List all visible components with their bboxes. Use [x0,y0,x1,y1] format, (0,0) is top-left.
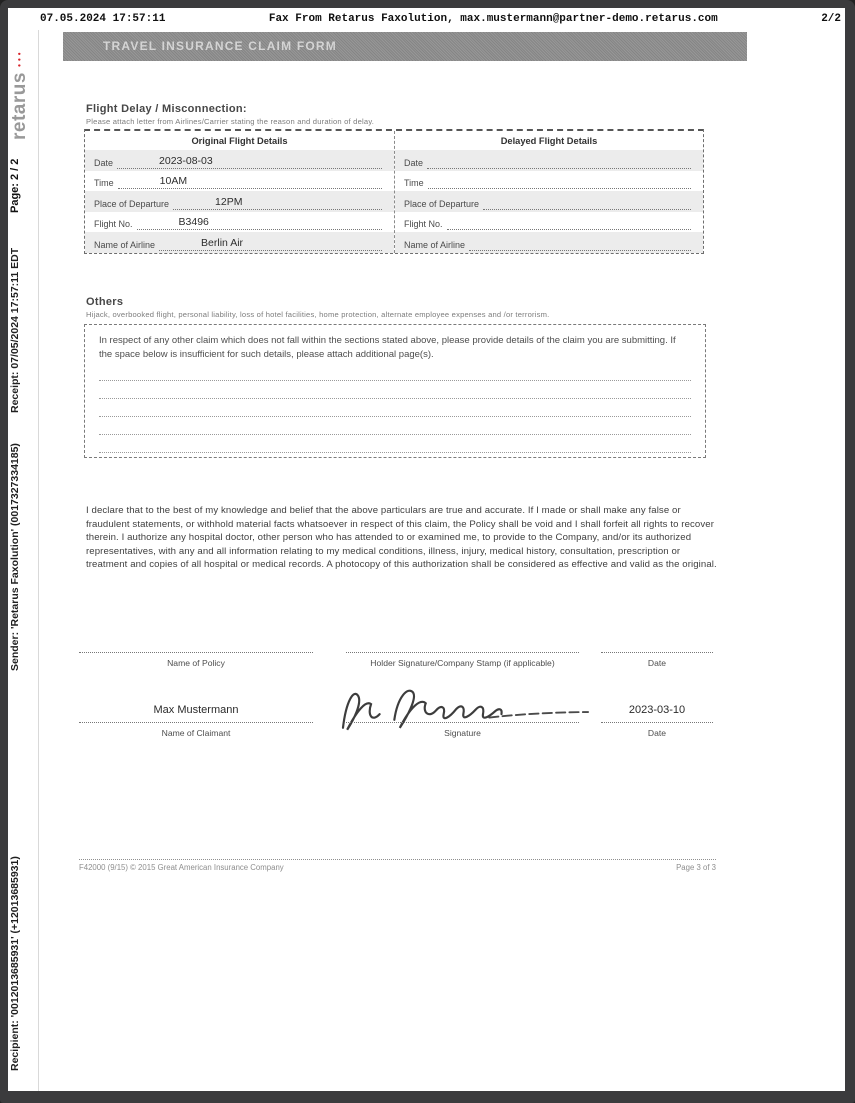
date-line [601,652,713,653]
original-flight-header: Original Flight Details [191,136,288,146]
claimant-name-value: Max Mustermann [153,704,239,716]
others-heading: Others [86,296,124,308]
form-footer [79,859,716,872]
table-row [395,212,703,233]
table-row [85,191,394,212]
field-label: Time [404,178,424,189]
footer-form-number: F42000 (9/15) © 2015 Great American Insurance Company [79,863,284,872]
field-line [137,212,382,231]
sidebar-receipt-label: Receipt: 07/05/2024 17:57:11 EDT [9,247,21,413]
field-value: 2023-08-03 [159,154,213,167]
field-line [469,232,691,251]
field-line [173,191,382,210]
blank-write-line [99,435,691,453]
signature-line [346,722,579,723]
table-row [395,150,703,171]
field-line [428,171,691,190]
original-flight-column [85,131,394,253]
declaration-paragraph: I declare that to the best of my knowledge and belief that the above particulars are true and accurate. If I made or shall make any false or fraudulent statements, or withhold material facts whatsoever in respect of this claim, the Policy shall be void and I shall forfeit all rights to recover therein. I authorize any hospital doctor, other person who has attended to or examined me, to provide to the Company, and/or its authorized representatives, with any and all information relating to my medical conditions, illness, injury, medical history, consultation, prescription or treatment and copies of all hospital or medical records. A photocopy of this authorization shall be considered as effective and valid as the original. [86,505,717,571]
sidebar-recipient-label: Recipient: '0012013685931' (+12013685931) [9,856,21,1071]
holder-signature-label: Holder Signature/Company Stamp (if applicable) [370,658,555,668]
field-label: Flight No. [404,219,443,230]
claim-form-document [38,30,808,1091]
field-line [118,171,382,190]
table-row [395,232,703,253]
claim-date-line [601,722,713,723]
retarus-logo [9,28,37,140]
fax-page [8,8,845,1091]
table-row [85,232,394,253]
footer-page-number: Page 3 of 3 [676,863,716,872]
blank-write-line [99,399,691,417]
fax-page-indicator: 2/2 [821,13,841,25]
field-value: 12PM [215,195,243,208]
policy-name-label: Name of Policy [167,658,225,668]
retarus-dots-icon: ••• [15,49,24,73]
form-title-bar: TRAVEL INSURANCE CLAIM FORM [63,32,747,61]
delayed-flight-column [394,131,703,253]
retarus-logo-text: retarus [9,72,30,140]
sidebar-sender-label: Sender: 'Retarus Faxolution' (0017327334185) [9,443,21,671]
field-label: Date [94,157,114,168]
field-value: 10AM [159,175,188,187]
claimant-name-line [79,722,313,723]
flight-delay-heading: Flight Delay / Misconnection: [86,103,247,115]
others-instructions: In respect of any other claim which does not fall within the sections stated above, please provide details of the claim you are submitting. If the space below is insufficient for such details, please attach additional page(s). [99,335,676,361]
table-row [395,171,703,192]
holder-signature-line [346,652,579,653]
blank-write-line [99,363,691,381]
fax-transmission-header [40,13,841,25]
date-label: Date [647,658,667,668]
signature-label: Signature [444,728,481,738]
fax-timestamp: 07.05.2024 17:57:11 [40,13,166,25]
table-row [85,171,394,192]
field-label: Time [94,178,114,189]
field-label: Name of Airline [404,239,466,250]
claim-date-label: Date [647,728,667,738]
field-label: Place of Departure [94,198,170,209]
field-line [483,191,691,210]
policy-name-line [79,652,313,653]
field-label: Name of Airline [94,239,156,250]
field-line [117,150,382,169]
field-label: Place of Departure [404,198,480,209]
field-value: Berlin Air [201,236,244,249]
field-line [427,150,691,169]
table-row [85,212,394,233]
others-note: Hijack, overbooked flight, personal liability, loss of hotel facilities, home protection, alternate employee expenses and /or terrorism. [86,310,550,319]
delayed-flight-header: Delayed Flight Details [500,136,598,146]
fax-subject: Fax From Retarus Faxolution, max.mustermann@partner-demo.retarus.com [268,13,718,25]
field-line [447,212,691,231]
flight-delay-note: Please attach letter from Airlines/Carrier stating the reason and duration of delay. [86,117,375,126]
others-details-box [84,324,706,458]
field-value: B3496 [178,216,209,228]
field-line [159,232,382,251]
blank-write-line [99,417,691,435]
claimant-name-label: Name of Claimant [161,728,231,738]
blank-write-line [99,381,691,399]
flight-details-table [84,129,704,254]
table-row [395,191,703,212]
sidebar-page-label: Page: 2 / 2 [9,158,21,213]
claim-date-value: 2023-03-10 [628,704,686,716]
field-label: Flight No. [94,219,133,230]
field-label: Date [404,157,424,168]
table-row [85,150,394,171]
